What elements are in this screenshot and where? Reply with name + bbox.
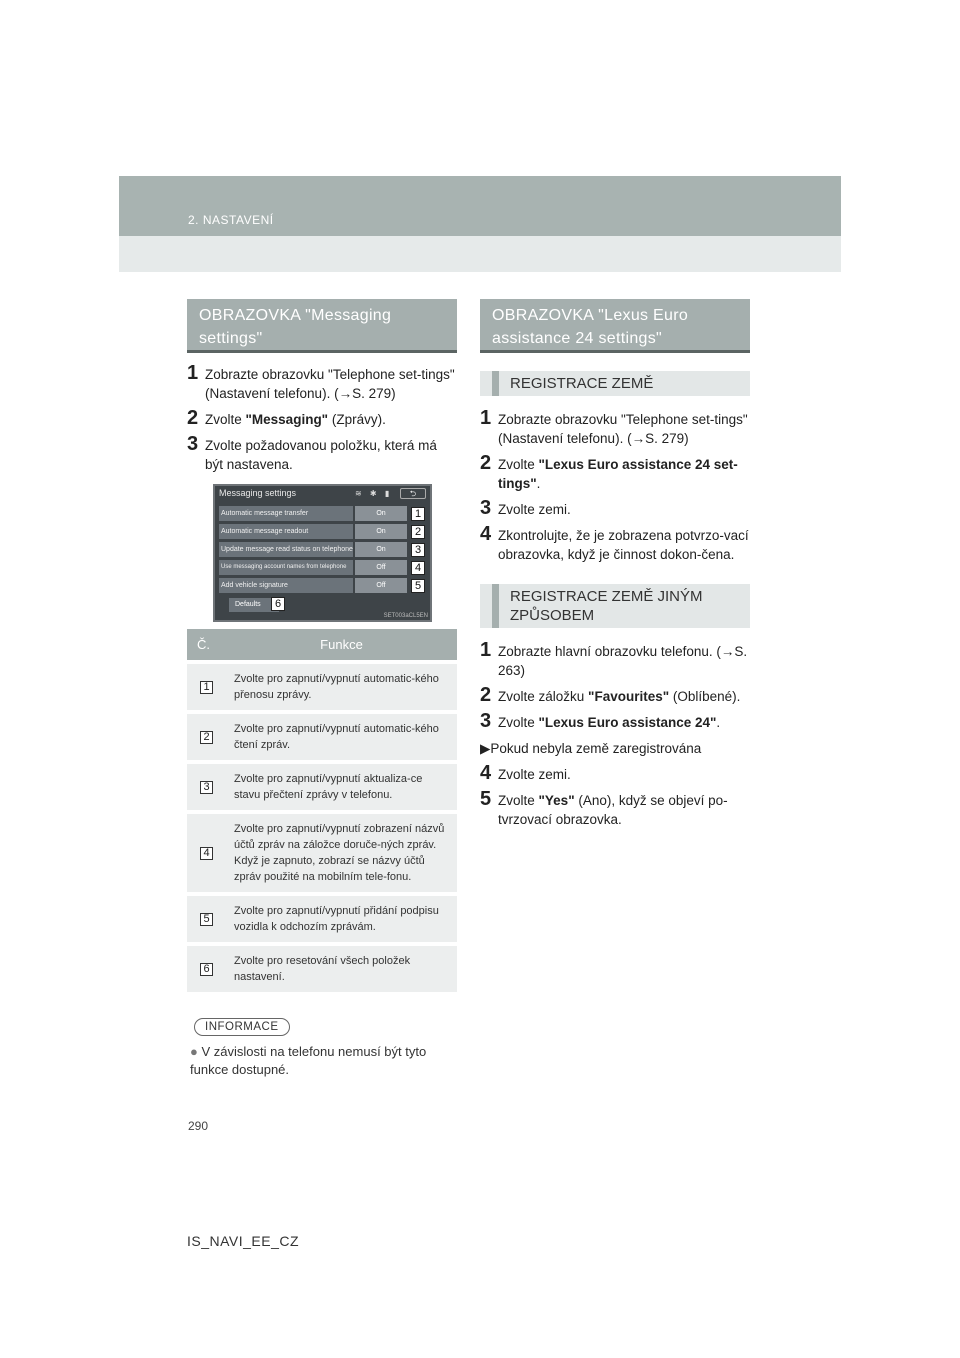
step bbox=[187, 433, 457, 474]
callout-box: 6 bbox=[271, 597, 285, 611]
row-text: Zvolte pro zapnutí/vypnutí přidání podpisu vozidla k odchozím zprávám. bbox=[234, 905, 439, 933]
page-number: 290 bbox=[188, 1119, 209, 1133]
step-number: 2 bbox=[187, 407, 199, 429]
step bbox=[480, 788, 750, 829]
step bbox=[480, 452, 750, 493]
header-band bbox=[119, 176, 841, 236]
screen-row-label: Automatic message readout bbox=[219, 524, 353, 539]
step-text: Zvolte záložku "Favourites" (Oblíbené). bbox=[498, 689, 741, 704]
back-icon: ⮌ bbox=[400, 488, 426, 499]
callout-box: 2 bbox=[411, 525, 425, 539]
step-text: Zvolte požadovanou položku, která má být nastavena. bbox=[205, 438, 437, 472]
right-steps-1 bbox=[480, 407, 750, 564]
screen-row-label: Update message read status on telephone bbox=[219, 542, 353, 557]
step-number: 1 bbox=[187, 362, 199, 384]
table-header bbox=[187, 629, 457, 660]
callout-box: 1 bbox=[411, 507, 425, 521]
row-number: 2 bbox=[200, 731, 213, 744]
table-row bbox=[187, 810, 457, 892]
left-column bbox=[187, 299, 457, 474]
row-number: 6 bbox=[200, 963, 213, 976]
step bbox=[480, 762, 750, 784]
table-row bbox=[187, 710, 457, 760]
subsection-title: REGISTRACE ZEMĚ JINÝM ZPŮSOBEM bbox=[480, 584, 750, 628]
table-row bbox=[187, 942, 457, 992]
step-text: Zobrazte hlavní obrazovku telefonu. (→S. 263) bbox=[498, 644, 748, 678]
column-header-function: Funkce bbox=[320, 637, 363, 652]
table-row bbox=[187, 660, 457, 710]
screen-row-label: Use messaging account names from telephone bbox=[219, 560, 353, 575]
right-section-title: OBRAZOVKA "Lexus Euro assistance 24 settings" bbox=[480, 299, 750, 353]
table-row bbox=[187, 760, 457, 810]
screen-row-value: On bbox=[355, 506, 407, 521]
function-table bbox=[187, 629, 457, 992]
step-text: Zkontrolujte, že je zobrazena potvrzo-vací obrazovka, když je činnost dokon-čena. bbox=[498, 528, 749, 562]
row-text: Zvolte pro zapnutí/vypnutí automatic-kého čtení zpráv. bbox=[234, 723, 439, 751]
row-text: Zvolte pro zapnutí/vypnutí automatic-kého přenosu zprávy. bbox=[234, 673, 439, 701]
document-code: IS_NAVI_EE_CZ bbox=[187, 1233, 300, 1249]
messaging-settings-screenshot bbox=[213, 484, 432, 622]
step bbox=[480, 639, 750, 680]
callout-box: 5 bbox=[411, 579, 425, 593]
step-text: Zvolte "Lexus Euro assistance 24 set-tings". bbox=[498, 457, 738, 491]
step-text: Zvolte "Lexus Euro assistance 24". bbox=[498, 715, 721, 730]
row-number: 5 bbox=[200, 913, 213, 926]
screen-row-label: Add vehicle signature bbox=[219, 578, 353, 593]
step-number: 1 bbox=[480, 639, 492, 661]
step-number: 3 bbox=[480, 710, 492, 732]
callout-box: 3 bbox=[411, 543, 425, 557]
info-label: INFORMACE bbox=[194, 1018, 290, 1036]
step-number: 2 bbox=[480, 684, 492, 706]
right-steps-2 bbox=[480, 639, 750, 829]
row-text: Zvolte pro zapnutí/vypnutí aktualiza-ce stavu přečtení zprávy v telefonu. bbox=[234, 773, 423, 801]
step bbox=[480, 407, 750, 448]
status-icons: ≋ ✱ ▮ bbox=[355, 489, 393, 498]
step-text: Zvolte "Messaging" (Zprávy). bbox=[205, 412, 386, 427]
step-text: Zvolte "Yes" (Ano), když se objeví po-tvrzovací obrazovka. bbox=[498, 793, 728, 827]
column-header-number: Č. bbox=[197, 637, 210, 652]
step-number: 4 bbox=[480, 523, 492, 545]
table-row bbox=[187, 892, 457, 942]
subsection-title: REGISTRACE ZEMĚ bbox=[480, 371, 750, 396]
defaults-button: Defaults bbox=[229, 598, 279, 612]
screen-row-value: Off bbox=[355, 578, 407, 593]
step-number: 3 bbox=[187, 433, 199, 455]
screen-row-label: Automatic message transfer bbox=[219, 506, 353, 521]
left-steps bbox=[187, 362, 457, 474]
conditional-note: ▶Pokud nebyla země zaregistrována bbox=[480, 741, 702, 756]
step bbox=[480, 523, 750, 564]
step-number: 1 bbox=[480, 407, 492, 429]
step-number: 2 bbox=[480, 452, 492, 474]
step bbox=[480, 497, 750, 519]
info-text: ● V závislosti na telefonu nemusí být tyto funkce dostupné. bbox=[190, 1044, 427, 1077]
step bbox=[480, 710, 750, 732]
screen-row-value: On bbox=[355, 524, 407, 539]
bullet-icon: ● bbox=[190, 1044, 198, 1059]
step-text: Zobrazte obrazovku "Telephone set-tings" (Nastavení telefonu). (→S. 279) bbox=[205, 367, 455, 401]
step bbox=[480, 684, 750, 706]
step-number: 4 bbox=[480, 762, 492, 784]
right-column bbox=[480, 299, 750, 829]
row-text: Zvolte pro resetování všech položek nastavení. bbox=[234, 955, 411, 983]
header-subband bbox=[119, 236, 841, 272]
row-number: 3 bbox=[200, 781, 213, 794]
row-text: Zvolte pro zapnutí/vypnutí zobrazení názvů účtů zpráv na záložce doruče-ných zpráv. Když je zapnuto, zobrazí se názvy účtů zpráv použité na mobilním tele-fonu. bbox=[234, 823, 445, 883]
step-number: 3 bbox=[480, 497, 492, 519]
row-number: 1 bbox=[200, 681, 213, 694]
screen-row-value: Off bbox=[355, 560, 407, 575]
step-text: Zvolte zemi. bbox=[498, 767, 571, 782]
step bbox=[187, 407, 457, 429]
step-text: Zobrazte obrazovku "Telephone set-tings" (Nastavení telefonu). (→S. 279) bbox=[498, 412, 748, 446]
screen-row-value: On bbox=[355, 542, 407, 557]
step bbox=[187, 362, 457, 403]
left-section-title: OBRAZOVKA "Messaging settings" bbox=[187, 299, 457, 353]
step-text: Zvolte zemi. bbox=[498, 502, 571, 517]
step-number: 5 bbox=[480, 788, 492, 810]
callout-box: 4 bbox=[411, 561, 425, 575]
screen-title: Messaging settings bbox=[219, 488, 297, 498]
row-number: 4 bbox=[200, 847, 213, 860]
section-label: 2. NASTAVENÍ bbox=[188, 213, 274, 227]
image-code: SET003aCL5EN bbox=[383, 613, 428, 619]
